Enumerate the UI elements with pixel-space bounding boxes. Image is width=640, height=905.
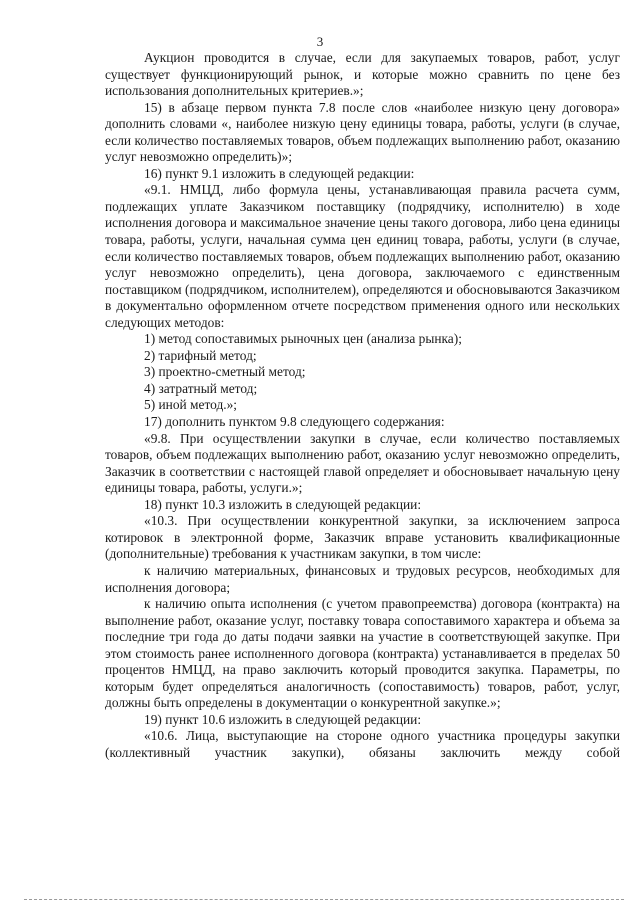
paragraph-item-19: 19) пункт 10.6 изложить в следующей редакции: [144, 711, 422, 727]
paragraph-clause-10-6: «10.6. Лица, выступающие на стороне одного участника процедуры закупки (коллективный участник закупки), обязаны заключить между собой [105, 728, 620, 760]
paragraph-clause-9-8: «9.8. При осуществлении закупки в случае, если количество поставляемых товаров, объем подлежащих выполнению работ, оказанию услуг невозможно определить, Заказчик в соответствии с настоящей главой определяет и обосновывает начальную цену единицы товара, работы, услуги.»; [105, 430, 620, 496]
bottom-divider [24, 899, 624, 900]
paragraph-auction-conditions: Аукцион проводится в случае, если для закупаемых товаров, работ, услуг существует функционирующий рынок, и которые можно сравнить по цене без использования дополнительных критериев.»; [105, 50, 620, 99]
list-item-method-3: 3) проектно-сметный метод; [144, 364, 306, 380]
paragraph-item-16: 16) пункт 9.1 изложить в следующей редакции: [144, 165, 415, 181]
list-item-method-2: 2) тарифный метод; [144, 347, 257, 363]
paragraph-item-17: 17) дополнить пунктом 9.8 следующего содержания: [144, 414, 445, 430]
paragraph-clause-9-1: «9.1. НМЦД, либо формула цены, устанавливающая правила расчета сумм, подлежащих уплате Заказчиком поставщику (подрядчику, исполнителю) в ходе исполнения договора и максимальное значение цены такого договора, либо цена единицы товара, работы, услуги, начальная сумма цен единиц товара, работы, услуги (в случае, если количество поставляемых товаров, объем подлежащих выполнению работ, оказанию услуг невозможно определить), цена договора, заключаемого с единственным поставщиком (подрядчиком, исполнителем), определяются и обосновываются Заказчиком в документально оформленном отчете посредством применения одного или нескольких следующих методов: [105, 182, 620, 330]
list-item-method-4: 4) затратный метод; [144, 380, 258, 396]
document-body [105, 50, 620, 762]
list-item-method-5: 5) иной метод.»; [144, 397, 238, 413]
page-number: 3 [316, 34, 324, 49]
paragraph-item-18: 18) пункт 10.3 изложить в следующей редакции: [144, 496, 422, 512]
paragraph-item-15: 15) в абзаце первом пункта 7.8 после слов «наиболее низкую цену договора» дополнить словами «, наиболее низкую цену единицы товара, работы, услуги (в случае, если количество поставляемых товаров, объем подлежащих выполнению работ, оказанию услуг невозможно определить)»; [105, 99, 620, 165]
paragraph-experience-requirement: к наличию опыта исполнения (с учетом правопреемства) договора (контракта) на выполнение работ, оказание услуг, поставку товара сопоставимого характера и объема за последние три года до даты подачи заявки на участие в соответствующей закупке. При этом стоимость ранее исполненного договора (контракта) устанавливается в пределах 50 процентов НМЦД, на право заключить который проводится закупка. Параметры, по которым будет определяться аналогичность (сопоставимость) товаров, работ, услуг, должны быть определены в документации о конкурентной закупке.»; [105, 596, 620, 711]
paragraph-clause-10-3: «10.3. При осуществлении конкурентной закупки, за исключением запроса котировок в электронной форме, Заказчик вправе установить квалификационные (дополнительные) требования к участникам закупки, в том числе: [105, 513, 620, 562]
paragraph-resources-requirement: к наличию материальных, финансовых и трудовых ресурсов, необходимых для исполнения договора; [105, 562, 620, 595]
list-item-method-1: 1) метод сопоставимых рыночных цен (анализа рынка); [144, 331, 462, 347]
